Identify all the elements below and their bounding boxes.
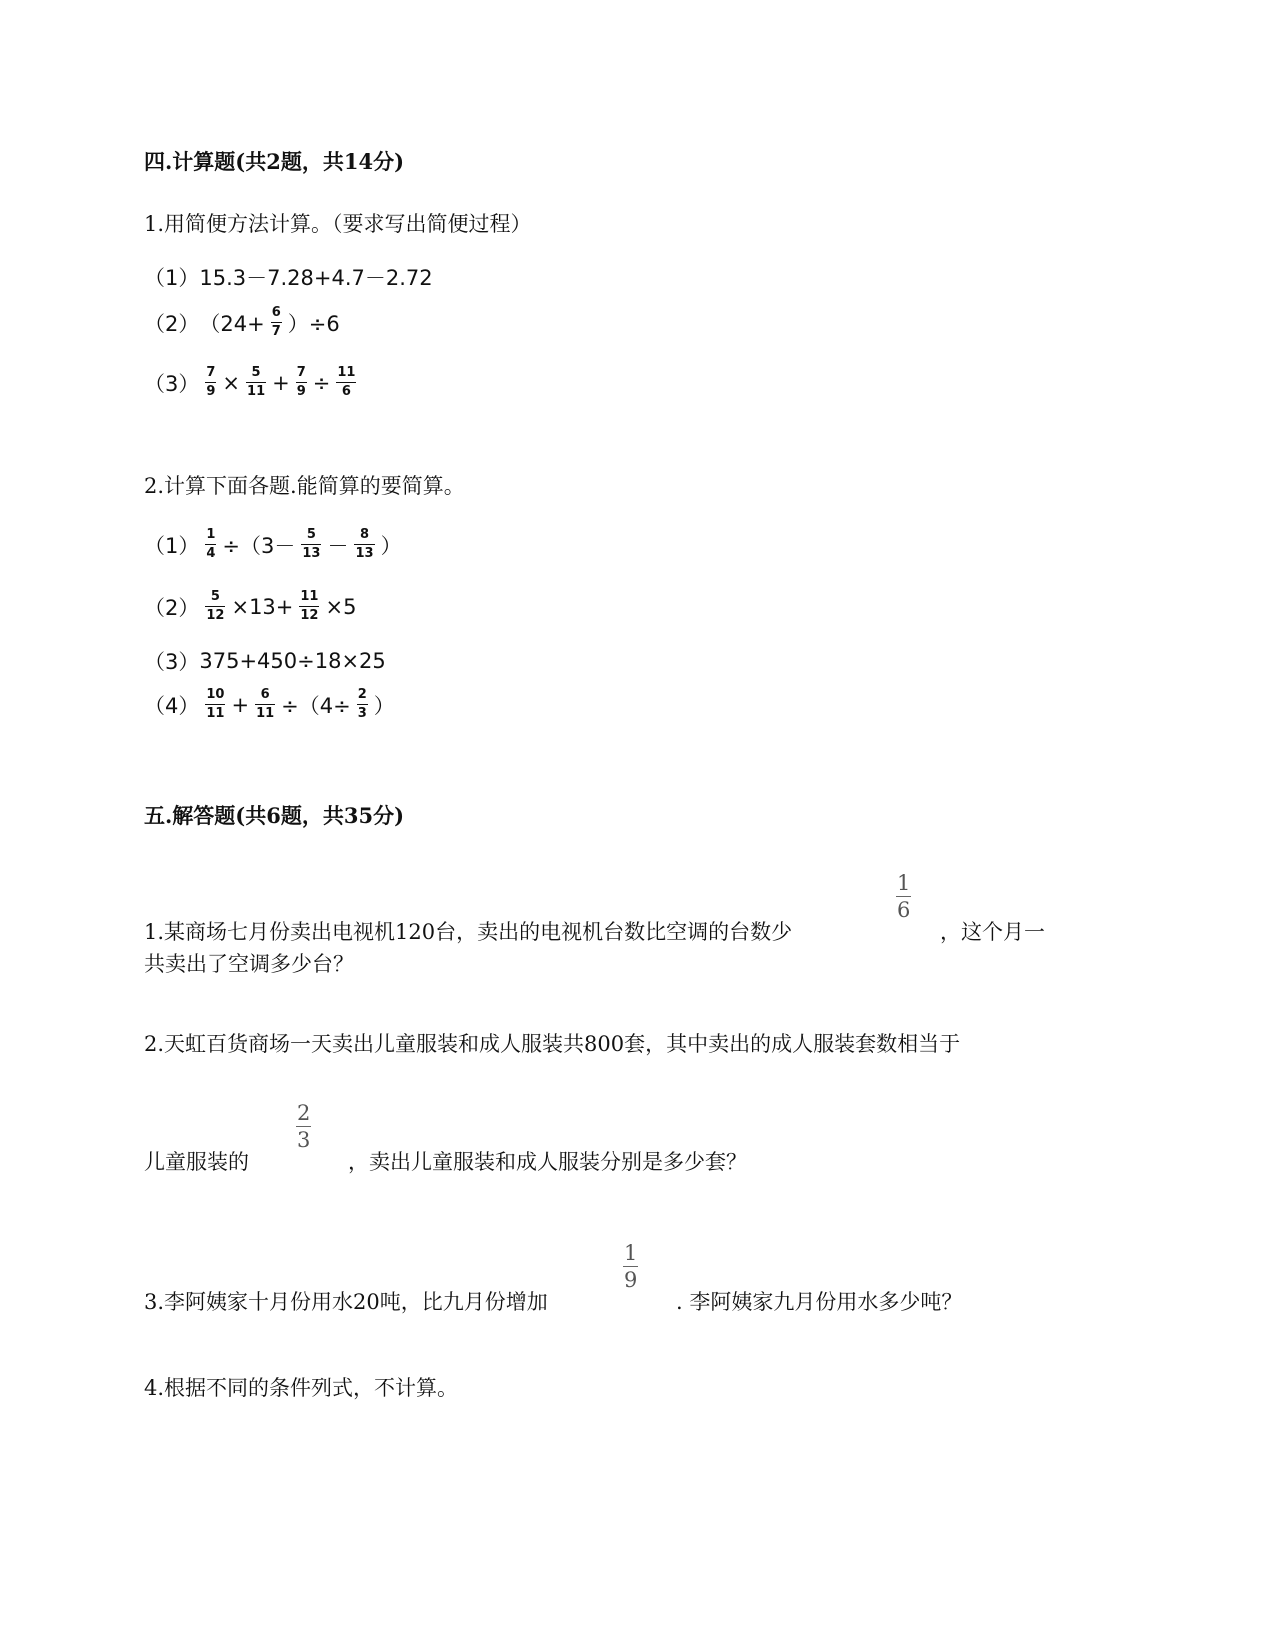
operator: ÷ xyxy=(312,370,331,395)
problem-5-2-line-1: 2.天虹百货商场一天卖出儿童服装和成人服装共800套，其中卖出的成人服装套数相当于 xyxy=(144,1032,961,1056)
operator: － xyxy=(327,533,349,558)
expression-suffix: ） xyxy=(373,693,395,718)
fraction xyxy=(896,872,911,921)
item-label: （4） xyxy=(144,693,200,718)
denominator: 6 xyxy=(341,384,351,399)
item-label: （3） xyxy=(144,650,200,674)
fraction xyxy=(271,306,282,339)
numerator: 11 xyxy=(300,589,319,604)
fraction xyxy=(336,366,356,399)
numerator: 10 xyxy=(206,687,225,702)
item-label: （1） xyxy=(144,266,200,290)
calc-4-1-3 xyxy=(144,366,362,399)
fraction xyxy=(623,1242,638,1291)
denominator: 12 xyxy=(300,608,319,623)
denominator: 11 xyxy=(256,706,275,721)
calc-4-1-1 xyxy=(144,262,433,292)
fraction xyxy=(205,366,216,399)
item-label: （3） xyxy=(144,371,200,396)
operator: × xyxy=(222,370,241,395)
fraction xyxy=(205,528,216,561)
fraction xyxy=(205,688,225,721)
denominator: 3 xyxy=(357,706,367,721)
numerator: 5 xyxy=(306,527,316,542)
numerator: 7 xyxy=(296,365,306,380)
section-5-title: 五.解答题(共6题，共35分) xyxy=(144,803,405,828)
numerator: 2 xyxy=(297,1101,311,1125)
numerator: 5 xyxy=(251,365,261,380)
denominator: 11 xyxy=(247,384,266,399)
numerator: 11 xyxy=(337,365,356,380)
calc-4-2-2 xyxy=(144,590,356,623)
fraction xyxy=(296,1102,311,1151)
expression-suffix: ） xyxy=(380,533,402,558)
operator: ÷（4÷ xyxy=(281,693,351,718)
expression: 375+450÷18×25 xyxy=(199,649,386,673)
item-label: （2） xyxy=(144,595,200,620)
problem-5-1-line-2: 共卖出了空调多少台？ xyxy=(144,952,354,976)
calc-4-2-1 xyxy=(144,528,402,561)
denominator: 12 xyxy=(206,608,225,623)
fraction xyxy=(296,366,307,399)
denominator: 6 xyxy=(897,898,911,922)
fraction xyxy=(354,528,374,561)
problem-5-1-line-1a: 1.某商场七月份卖出电视机120台，卖出的电视机台数比空调的台数少 xyxy=(144,920,793,944)
fraction xyxy=(357,688,368,721)
numerator: 5 xyxy=(210,589,220,604)
problem-5-1-line-1b: ，这个月一 xyxy=(940,920,1045,944)
question-4-2-text: 2.计算下面各题.能简算的要简算。 xyxy=(144,474,465,498)
numerator: 2 xyxy=(357,687,367,702)
numerator: 1 xyxy=(206,527,216,542)
section-4-title: 四.计算题(共2题，共14分) xyxy=(144,149,405,174)
numerator: 8 xyxy=(360,527,370,542)
item-label: （1） xyxy=(144,533,200,558)
problem-5-2-line-2b: ，卖出儿童服装和成人服装分别是多少套？ xyxy=(348,1150,747,1174)
problem-5-2-line-2a: 儿童服装的 xyxy=(144,1150,249,1174)
calc-4-2-4 xyxy=(144,688,395,721)
fraction xyxy=(246,366,266,399)
fraction xyxy=(299,590,319,623)
operator: ×13+ xyxy=(231,594,294,619)
problem-5-3-text-a: 3.李阿姨家十月份用水20吨，比九月份增加 xyxy=(144,1290,548,1314)
denominator: 3 xyxy=(297,1128,311,1152)
numerator: 6 xyxy=(271,305,281,320)
expression-suffix: ）÷6 xyxy=(287,311,340,336)
expression: 15.3－7.28+4.7－2.72 xyxy=(199,266,433,290)
denominator: 9 xyxy=(206,384,216,399)
denominator: 11 xyxy=(206,706,225,721)
problem-5-3-text-b: . 李阿姨家九月份用水多少吨？ xyxy=(676,1290,963,1314)
denominator: 7 xyxy=(271,324,281,339)
expression-suffix: ×5 xyxy=(325,594,357,619)
operator: + xyxy=(272,370,290,395)
numerator: 7 xyxy=(206,365,216,380)
item-label: （2） xyxy=(144,311,200,336)
denominator: 9 xyxy=(624,1268,638,1292)
fraction xyxy=(255,688,275,721)
expression-prefix: （24+ xyxy=(199,311,265,336)
calc-4-2-3 xyxy=(144,646,386,676)
denominator: 13 xyxy=(355,546,374,561)
problem-5-4-text: 4.根据不同的条件列式，不计算。 xyxy=(144,1376,459,1400)
numerator: 6 xyxy=(260,687,270,702)
operator: + xyxy=(231,692,250,717)
numerator: 1 xyxy=(624,1241,638,1265)
denominator: 9 xyxy=(296,384,306,399)
question-4-1-text: 1.用简便方法计算。（要求写出简便过程） xyxy=(144,212,532,236)
fraction xyxy=(205,590,225,623)
denominator: 13 xyxy=(302,546,321,561)
denominator: 4 xyxy=(206,546,216,561)
operator: ÷（3－ xyxy=(222,533,296,558)
numerator: 1 xyxy=(897,871,911,895)
calc-4-1-2 xyxy=(144,306,340,339)
fraction xyxy=(301,528,321,561)
